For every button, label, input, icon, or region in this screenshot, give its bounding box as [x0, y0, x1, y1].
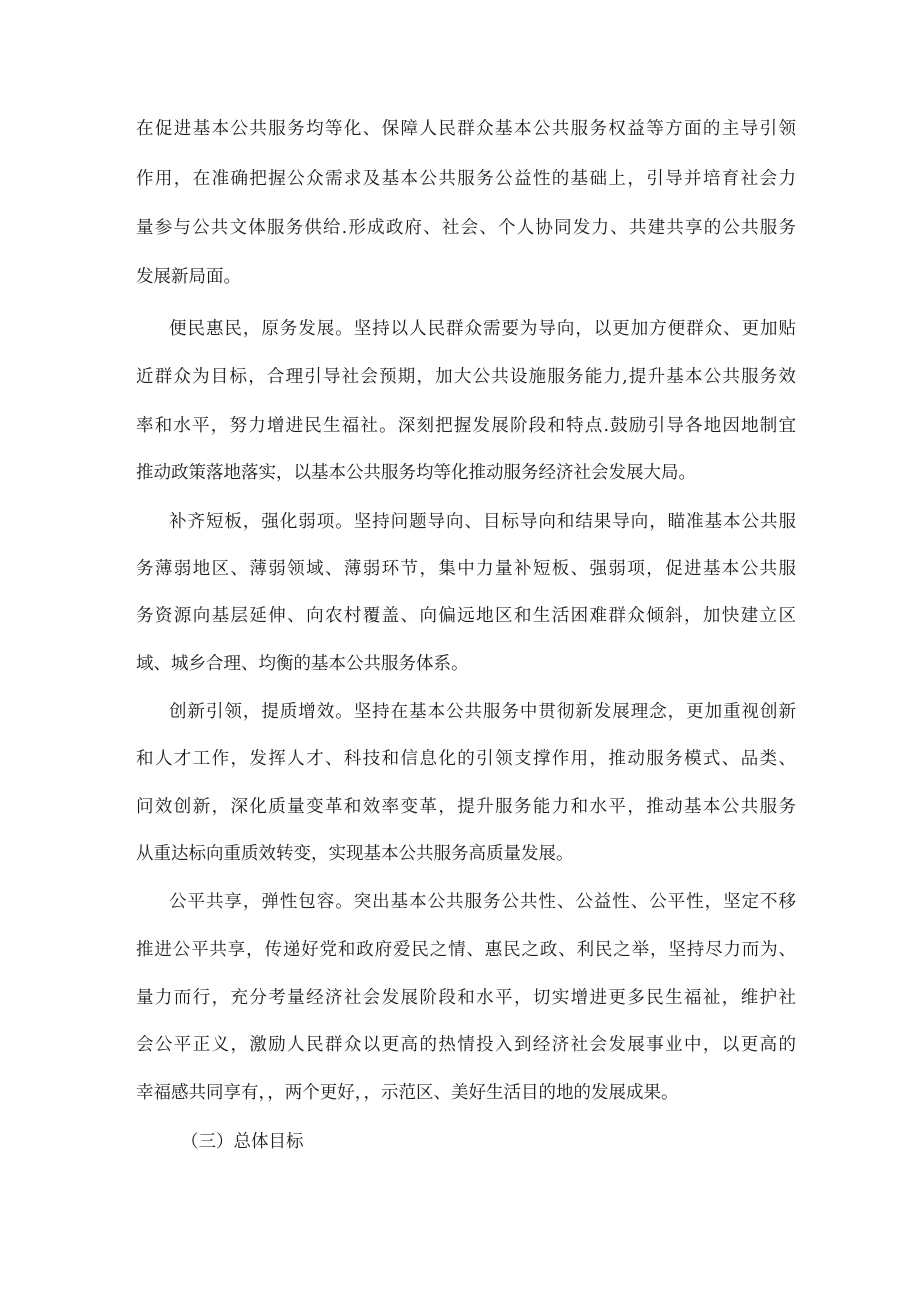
paragraph-5-line-1: 公平共享，弹性包容。突出基本公共服务公共性、公益性、公平性，坚定不移: [169, 892, 796, 912]
paragraph-1-line-2: 作用，在准确把握公众需求及基本公共服务公益性的基础上，引导并培育社会力: [136, 169, 796, 189]
paragraph-2-line-1: 便民惠民，原务发展。坚持以人民群众需要为导向，以更加方便群众、更加贴: [169, 319, 796, 339]
paragraph-1-line-3: 量参与公共文体服务供给.形成政府、社会、个人协同发力、共建共享的公共服务: [136, 218, 796, 238]
paragraph-3-line-2: 务薄弱地区、薄弱领域、薄弱环节，集中力量补短板、强弱项，促进基本公共服: [136, 559, 796, 579]
paragraph-4-line-3: 问效创新，深化质量变革和效率变革，提升服务能力和水平，推动基本公共服务: [136, 797, 796, 817]
paragraph-4-line-2: 和人才工作，发挥人才、科技和信息化的引领支撑作用，推动服务模式、品类、: [136, 749, 796, 769]
paragraph-3-line-3: 务资源向基层延伸、向农村覆盖、向偏远地区和生活困难群众倾斜，加快建立区: [136, 606, 796, 626]
paragraph-5-line-2: 推进公平共享，传递好党和政府爱民之情、惠民之政、利民之举，坚持尽力而为、: [136, 940, 796, 960]
paragraph-1-line-4: 发展新局面。: [136, 267, 241, 287]
paragraph-2-line-3: 率和水平，努力增进民生福社。深刻把握发展阶段和特点.鼓励引导各地因地制宜: [136, 416, 796, 436]
section-heading: （三）总体目标: [181, 1132, 304, 1152]
paragraph-5-line-3: 量力而行，充分考量经济社会发展阶段和水平，切实增进更多民生福祉，维护社: [136, 988, 796, 1008]
paragraph-4-line-1: 创新引领，提质增效。坚持在基本公共服务中贯彻新发展理念，更加重视创新: [169, 702, 796, 722]
paragraph-2-line-2: 近群众为目标，合理引导社会预期，加大公共设施服务能力,提升基本公共服务效: [136, 367, 796, 387]
paragraph-2-line-4: 推动政策落地落实，以基本公共服务均等化推动服务经济社会发展大局。: [136, 463, 696, 483]
paragraph-3-line-4: 域、城乡合理、均衡的基本公共服务体系。: [136, 654, 469, 674]
paragraph-1-line-1: 在促进基本公共服务均等化、保障人民群众基本公共服务权益等方面的主导引领: [136, 119, 796, 139]
paragraph-3-line-1: 补齐短板，强化弱项。坚持问题导向、目标导向和结果导向，瞄准基本公共服: [169, 512, 796, 532]
paragraph-5-line-5: 幸福感共同享有，，两个更好，，示范区、美好生活目的地的发展成果。: [136, 1083, 679, 1103]
paragraph-4-line-4: 从重达标向重质效转变，实现基本公共服务高质量发展。: [136, 844, 574, 864]
paragraph-5-line-4: 会公平正义，激励人民群众以更高的热情投入到经济社会发展事业中，以更高的: [136, 1035, 796, 1055]
